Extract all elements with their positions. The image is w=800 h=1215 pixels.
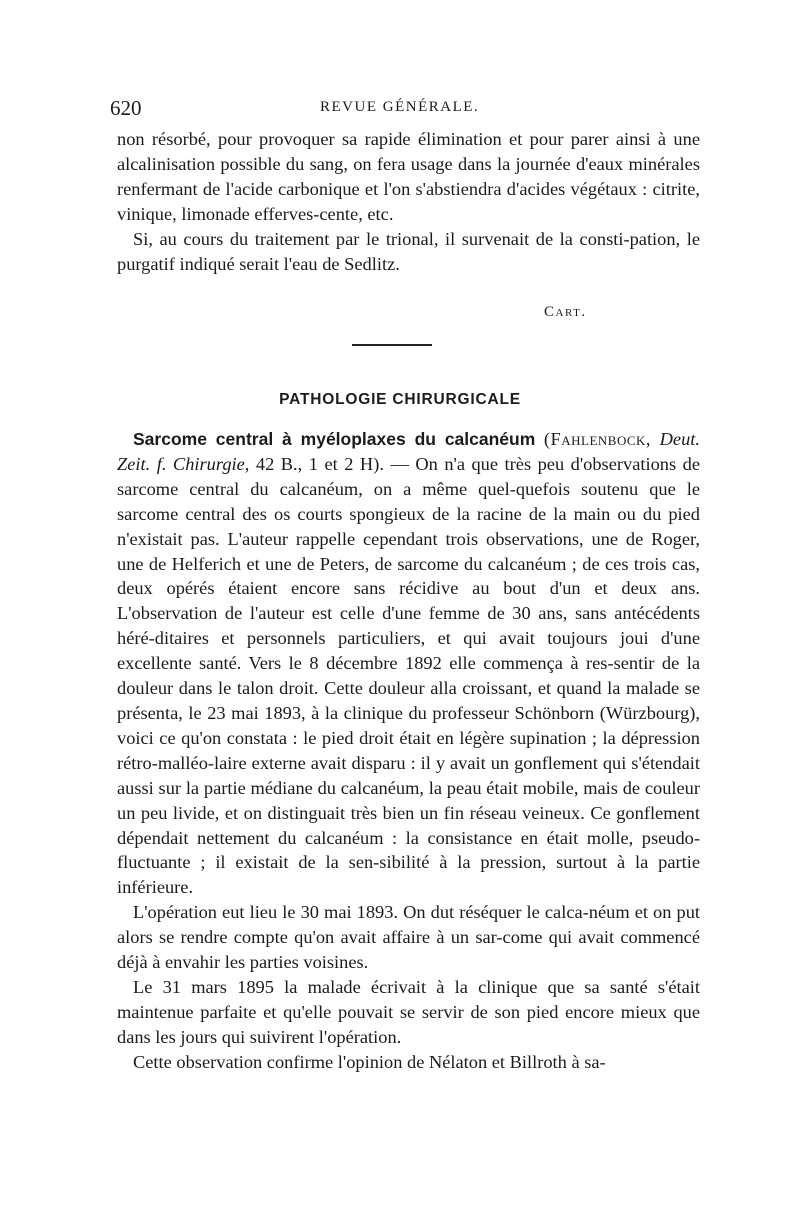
paragraph: L'opération eut lieu le 30 mai 1893. On dut réséquer le calca-néum et on put alors se rendre compte qu'on avait affaire à un sar-come qui avait commencé déjà à envahir les parties voisines. (117, 902, 700, 973)
paragraph: Si, au cours du traitement par le trional, il survenait de la consti-pation, le purgatif indiqué serait l'eau de Sedlitz. (117, 228, 700, 274)
journal-name: Deut. Zeit. f. Chirurgie (117, 429, 700, 474)
paragraph-text: , 42 B., 1 et 2 H). — On n'a que très peu d'observations de sarcome central du calcanéum, on a même quel-quefois soutenu que le sarcome central des os courts spongieux de la racine de la main ou du pied n'existait pas. L'auteur rappelle cependant trois observations, une de Roger, une de Helferich et une de Peters, de sarcome du calcanéum ; de ces trois cas, deux opérés étaient encore sans récidive au bout d'un et deux ans. L'observation de l'auteur est celle d'une femme de 30 ans, sans antécédents héré-ditaires et personnels particuliers, et qui avait toujours joui d'une excellente santé. Vers le 8 décembre 1892 elle commença à res-sentir de la douleur dans le talon droit. Cette douleur alla croissant, et quand la malade se présenta, le 23 mai 1893, à la clinique du professeur Schönborn (Würzbourg), voici ce qu'on constata : le pied droit était en légère supination ; la dépression rétro-malléo-laire externe avait disparu : il y avait un gonflement qui s'étendait aussi sur la partie médiane du calcanéum, la peau était mobile, mais de couleur un peu livide, et on distinguait très bien un fin réseau veineux. Ce gonflement dépendait nettement du calcanéum : la consistance en était molle, pseudo-fluctuante ; il existait de la sen-sibilité à la pression, surtout à la partie inférieure. (117, 453, 700, 898)
running-title: REVUE GÉNÉRALE. (320, 99, 480, 115)
paragraph: Cette observation confirme l'opinion de Nélaton et Billroth à sa- (133, 1051, 606, 1072)
previous-article-body (117, 127, 700, 276)
paragraph: Le 31 mars 1895 la malade écrivait à la clinique que sa santé s'était maintenue parfaite et qu'elle pouvait se servir de son pied encore mieux que dans les jours qui suivirent l'opération. (117, 976, 700, 1047)
page-number: 620 (110, 96, 142, 120)
article-body (117, 427, 700, 1075)
section-heading: PATHOLOGIE CHIRURGICALE (279, 391, 521, 408)
section-divider (352, 344, 432, 346)
paragraph: non résorbé, pour provoquer sa rapide élimination et pour parer ainsi à une alcalinisation possible du sang, on fera usage dans la journée d'eaux minérales renfermant de l'acide carbonique et l'on s'abstiendra d'acides végétaux : citrite, vinique, limonade efferves-cente, etc. (117, 129, 700, 224)
paragraph (117, 427, 700, 900)
article-title: Sarcome central à myéloplaxes du calcanéum (133, 429, 536, 449)
article-author: (Fahlenbock, (543, 429, 652, 449)
page-header (110, 96, 710, 126)
author-signature: Cart. (544, 304, 587, 320)
